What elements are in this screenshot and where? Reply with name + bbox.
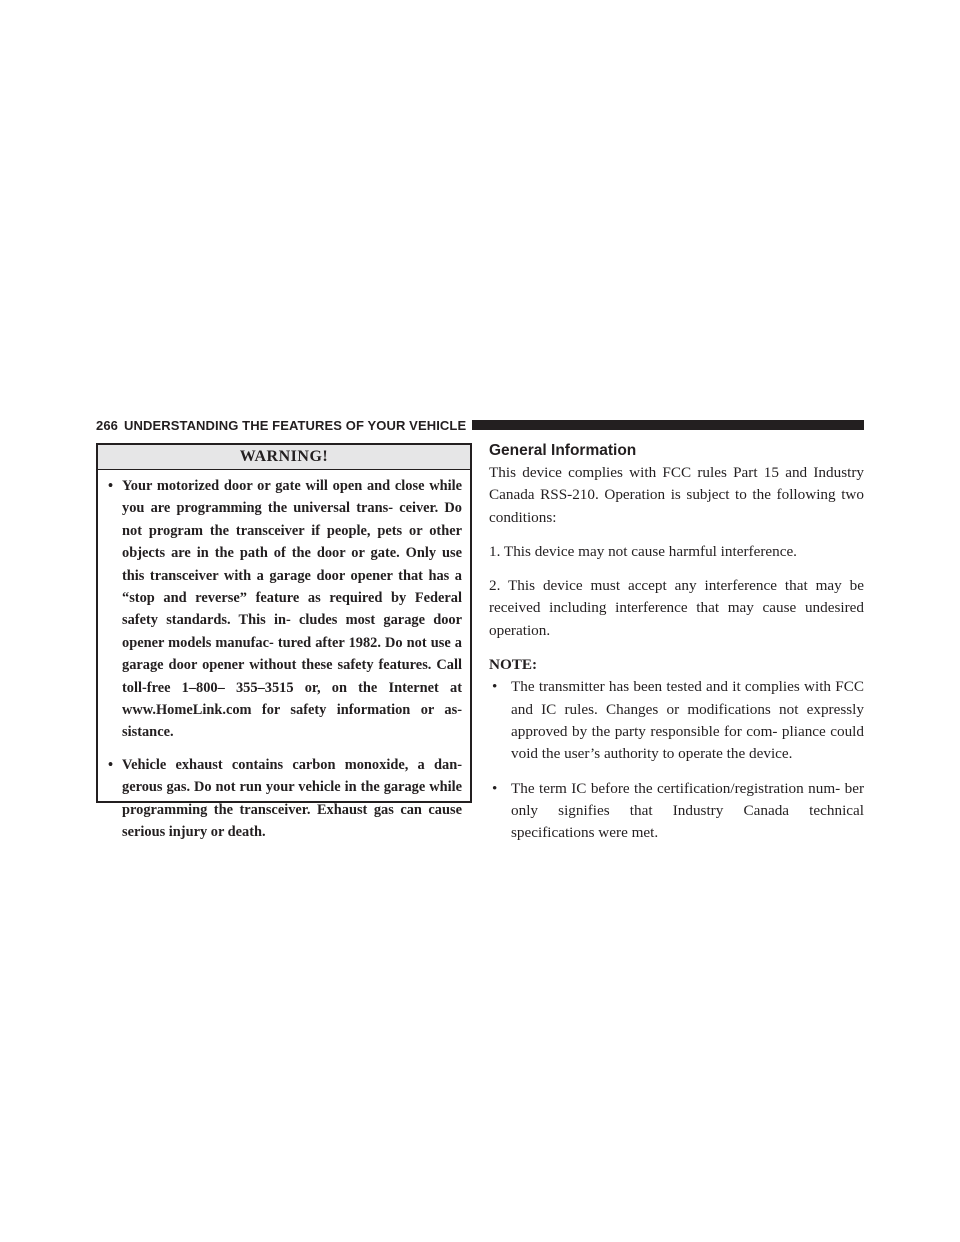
note-item-text: The term IC before the certification/registration num- ber only signifies that Industry Canada technical specifications were met. <box>511 779 864 842</box>
header-rule <box>472 420 864 430</box>
general-information-section <box>489 440 864 856</box>
page-number: 266 <box>96 417 118 433</box>
note-item <box>489 778 864 845</box>
section-heading: General Information <box>489 442 637 459</box>
note-item <box>489 676 864 765</box>
condition-2: 2. This device must accept any interference that may be received including interference that may cause undesired operation. <box>489 577 864 639</box>
condition-1: 1. This device may not cause harmful interference. <box>489 542 797 560</box>
warning-item-text: Vehicle exhaust contains carbon monoxide, a dan- gerous gas. Do not run your vehicle in the garage while programming the transceiver. Exhaust gas can cause serious injury or death. <box>122 756 462 841</box>
section-title: UNDERSTANDING THE FEATURES OF YOUR VEHICLE <box>124 417 467 433</box>
page-header <box>96 415 864 435</box>
bullet-icon: • <box>492 779 498 797</box>
warning-item <box>104 475 462 744</box>
warning-title: WARNING! <box>98 445 470 470</box>
warning-item <box>104 754 462 844</box>
warning-list <box>98 470 470 844</box>
note-list <box>489 676 864 844</box>
bullet-icon: • <box>108 756 114 773</box>
warning-box <box>96 443 472 841</box>
note-label: NOTE: <box>489 656 538 674</box>
bullet-icon: • <box>108 478 114 494</box>
intro-paragraph: This device complies with FCC rules Part 15 and Industry Canada RSS-210. Operation is subject to the following two conditions: <box>489 464 864 526</box>
warning-item-text: Your motorized door or gate will open and close while you are programming the universal trans- ceiver. Do not program the transceiver if people, pets or other objects are in the path of the door or gate. Only use this transceiver with a garage door opener that has a “stop and reverse” feature as required by Federal safety standards. This in- cludes most garage door opener models manufac- tured after 1982. Do not use a garage door opener without these safety features. Call toll-free 1–800– 355–3515 or, on the Internet at www.HomeLink.com for safety information or as- sistance. <box>122 478 462 741</box>
bullet-icon: • <box>492 678 498 696</box>
note-item-text: The transmitter has been tested and it complies with FCC and IC rules. Changes or modifications not expressly approved by the party responsible for com- pliance could void the user’s authority to operate the device. <box>511 678 864 763</box>
